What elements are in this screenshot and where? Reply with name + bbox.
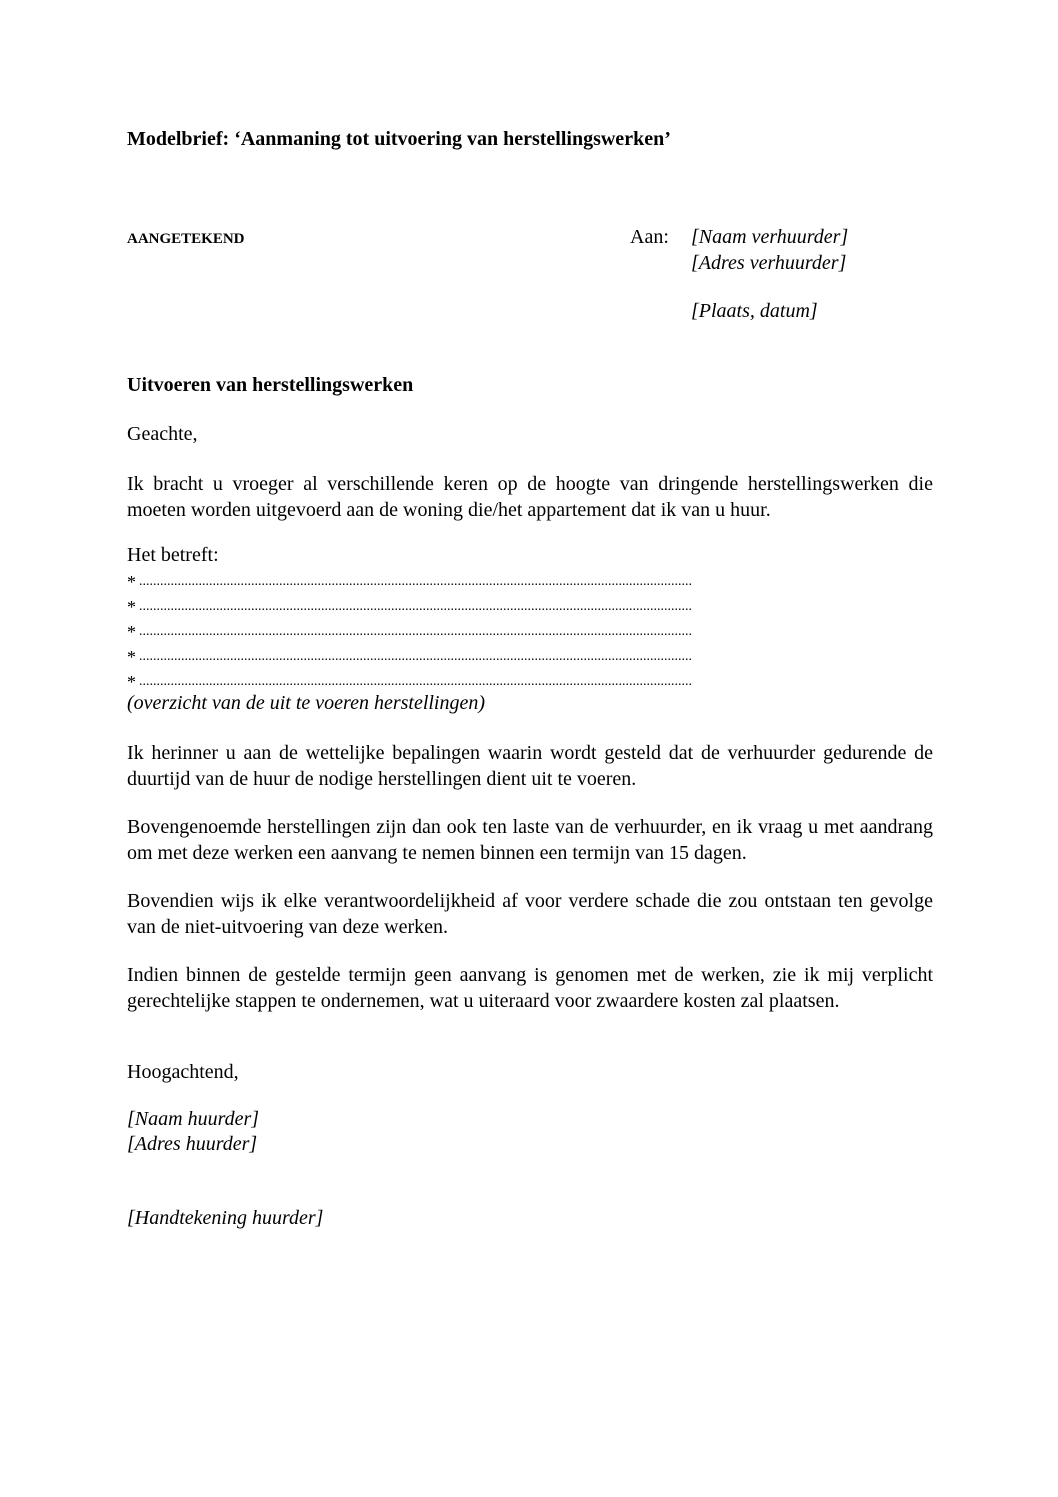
concerns-label: Het betreft:: [127, 544, 219, 566]
list-item: [127, 620, 927, 644]
dotted-line: ..............................................................................................................................................................: [139, 624, 692, 639]
tenant-signature: [Handtekening huurder]: [127, 1207, 324, 1229]
salutation: Geachte,: [127, 423, 198, 445]
bullet-marker: *: [127, 672, 136, 692]
dotted-line: ..............................................................................................................................................................: [139, 574, 692, 589]
recipient-label: Aan:: [630, 226, 669, 248]
list-item: [127, 570, 927, 594]
tenant-address: [Adres huurder]: [127, 1133, 258, 1155]
list-item: [127, 645, 927, 669]
bullet-marker: *: [127, 647, 136, 667]
landlord-address: [Adres verhuurder]: [691, 252, 847, 274]
dotted-line: ..............................................................................................................................................................: [139, 649, 692, 664]
paragraph-legal-reminder: Ik herinner u aan de wettelijke bepalingen waarin wordt gesteld dat de verhuurder gedurende de duurtijd van de huur de nodige herstellingen dient uit te voeren.: [127, 742, 933, 790]
dotted-line: ..............................................................................................................................................................: [139, 674, 692, 689]
paragraph-demand: Bovengenoemde herstellingen zijn dan ook ten laste van de verhuurder, en ik vraag u met aandrang om met deze werken een aanvang te nemen binnen een termijn van 15 dagen.: [127, 816, 933, 864]
letter-subject: Uitvoeren van herstellingswerken: [127, 374, 414, 396]
tenant-name: [Naam huurder]: [127, 1108, 260, 1130]
bullets-caption: (overzicht van de uit te voeren herstellingen): [127, 692, 486, 714]
dotted-line: ..............................................................................................................................................................: [139, 599, 692, 614]
document-title: Modelbrief: ‘Aanmaning tot uitvoering van herstellingswerken’: [127, 128, 671, 150]
paragraph-liability: Bovendien wijs ik elke verantwoordelijkheid af voor verdere schade die zou ontstaan ten gevolge van de niet-uitvoering van deze werken.: [127, 890, 933, 938]
list-item: [127, 670, 927, 694]
list-item: [127, 595, 927, 619]
place-date: [Plaats, datum]: [691, 300, 818, 322]
registered-mail-label: AANGETEKEND: [127, 231, 245, 247]
closing: Hoogachtend,: [127, 1061, 239, 1083]
bullet-marker: *: [127, 597, 136, 617]
bullet-marker: *: [127, 622, 136, 642]
landlord-name: [Naam verhuurder]: [691, 226, 849, 248]
bullet-marker: *: [127, 572, 136, 592]
paragraph-legal-steps: Indien binnen de gestelde termijn geen aanvang is genomen met de werken, zie ik mij verplicht gerechtelijke stappen te ondernemen, wat u uiteraard voor zwaardere kosten zal plaatsen.: [127, 964, 933, 1012]
paragraph-intro: Ik bracht u vroeger al verschillende keren op de hoogte van dringende herstellingswerken die moeten worden uitgevoerd aan de woning die/het appartement dat ik van u huur.: [127, 473, 933, 521]
